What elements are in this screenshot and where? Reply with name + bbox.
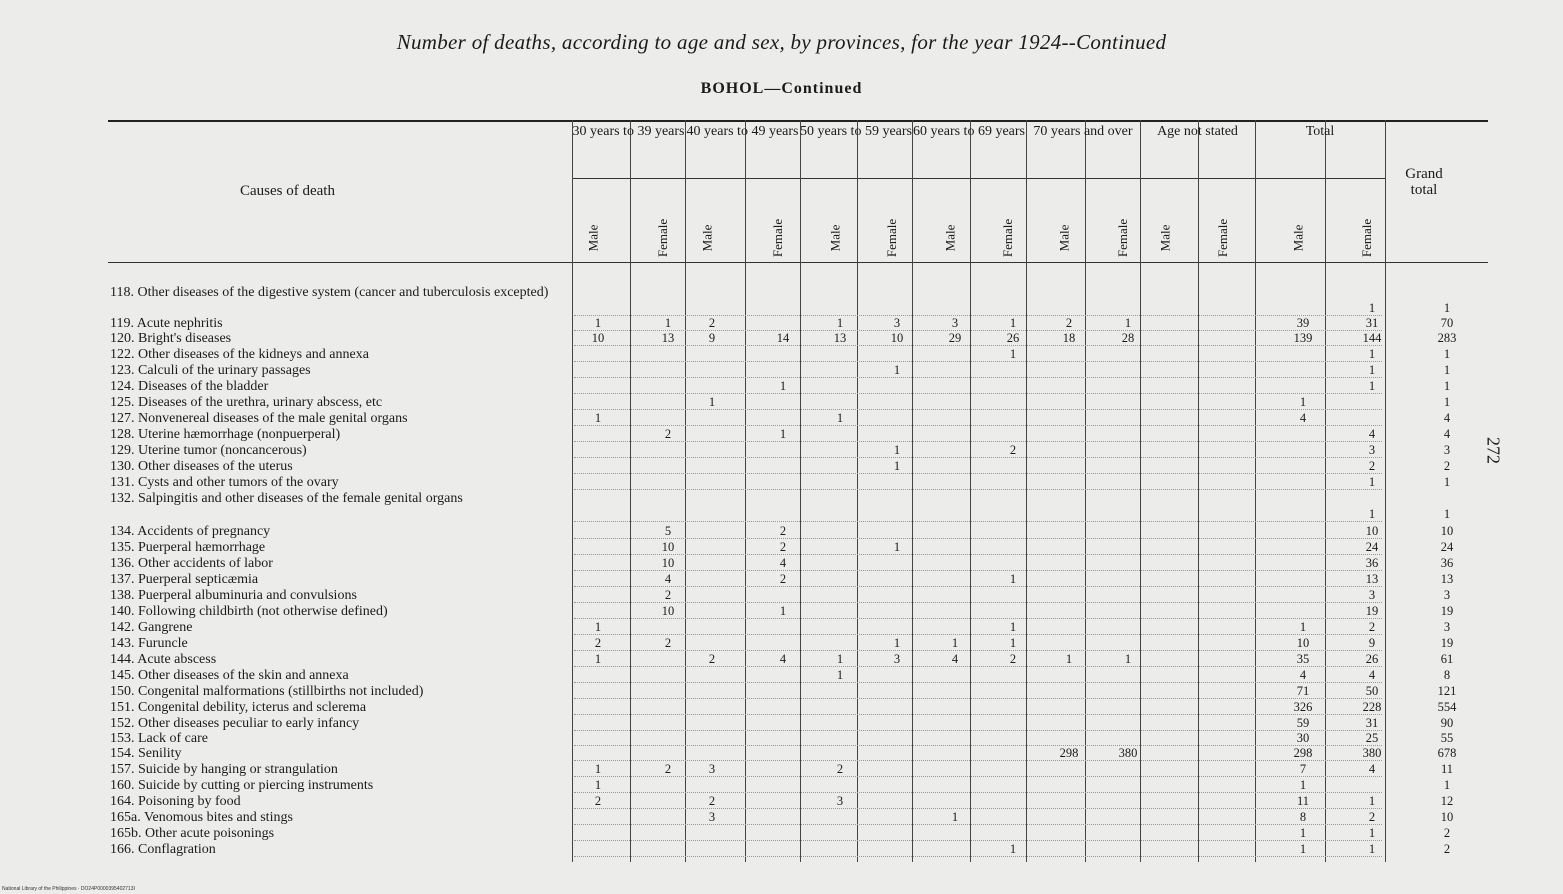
table-cell: 3 [893, 316, 901, 330]
column-divider [572, 120, 573, 862]
table-cell: 2 [1443, 459, 1451, 473]
row-leader [574, 730, 1382, 731]
column-divider [800, 120, 801, 862]
row-cause-label: 132. Salpingitis and other diseases of the female genital organs [110, 491, 463, 506]
row-leader [574, 634, 1382, 635]
row-cause-label: 123. Calculi of the urinary passages [110, 363, 311, 378]
table-cell: 1 [1368, 301, 1376, 315]
table-cell: 3 [708, 762, 716, 776]
table-cell: 380 [1362, 746, 1382, 760]
row-cause-label: 151. Congenital debility, icterus and sclerema [110, 700, 367, 715]
row-leader [574, 425, 1382, 426]
table-cell: 7 [1299, 762, 1307, 776]
row-cause-label: 119. Acute nephritis [110, 316, 223, 331]
table-cell: 1 [1299, 826, 1307, 840]
table-cell: 8 [1443, 668, 1451, 682]
grand-total-header: Grand total [1405, 166, 1443, 198]
table-cell: 326 [1293, 700, 1313, 714]
table-cell: 1 [836, 411, 844, 425]
table-cell: 10 [1440, 810, 1454, 824]
male-header: Male [942, 224, 958, 252]
age-group-header: Age not stated [1157, 124, 1238, 139]
table-cell: 12 [1440, 794, 1454, 808]
table-cell: 4 [664, 572, 672, 586]
column-divider [630, 120, 631, 862]
table-cell: 1 [1443, 379, 1451, 393]
row-leader [574, 570, 1382, 571]
table-cell: 59 [1296, 716, 1310, 730]
table-cell: 2 [779, 540, 787, 554]
table-cell: 1 [594, 762, 602, 776]
table-cell: 3 [893, 652, 901, 666]
table-cell: 9 [1368, 636, 1376, 650]
row-leader [574, 441, 1382, 442]
row-leader [574, 538, 1382, 539]
row-leader [574, 554, 1382, 555]
column-divider [685, 120, 686, 862]
row-leader [574, 745, 1382, 746]
table-top-rule [108, 120, 1488, 122]
row-leader [574, 361, 1382, 362]
row-cause-label: 122. Other diseases of the kidneys and annexa [110, 347, 369, 362]
table-cell: 2 [1065, 316, 1073, 330]
table-cell: 3 [1443, 588, 1451, 602]
table-cell: 2 [1368, 810, 1376, 824]
table-cell: 554 [1437, 700, 1457, 714]
row-cause-label: 154. Senility [110, 746, 182, 761]
table-cell: 11 [1440, 762, 1454, 776]
column-divider [1325, 120, 1326, 862]
table-cell: 4 [779, 652, 787, 666]
male-header: Male [1290, 224, 1306, 252]
row-cause-label: 165a. Venomous bites and stings [110, 810, 293, 825]
row-leader [574, 760, 1382, 761]
table-cell: 26 [1365, 652, 1379, 666]
table-cell: 2 [708, 794, 716, 808]
table-cell: 55 [1440, 731, 1454, 745]
row-cause-label: 160. Suicide by cutting or piercing instruments [110, 778, 374, 793]
row-cause-label: 136. Other accidents of labor [110, 556, 273, 571]
age-group-header: 30 years to 39 years [572, 124, 685, 139]
table-cell: 1 [1009, 572, 1017, 586]
table-cell: 1 [1009, 842, 1017, 856]
table-cell: 19 [1440, 636, 1454, 650]
row-cause-label: 143. Furuncle [110, 636, 188, 651]
table-cell: 2 [594, 636, 602, 650]
row-leader [574, 698, 1382, 699]
row-cause-label: 153. Lack of care [110, 731, 208, 746]
row-cause-label: 128. Uterine hæmorrhage (nonpuerperal) [110, 427, 341, 442]
table-cell: 2 [1368, 620, 1376, 634]
age-group-header: Total [1305, 124, 1335, 139]
table-cell: 50 [1365, 684, 1379, 698]
row-cause-label: 118. Other diseases of the digestive system (cancer and tuberculosis excepted) [110, 285, 549, 300]
table-cell: 3 [708, 810, 716, 824]
table-cell: 10 [591, 331, 605, 345]
column-divider [857, 120, 858, 862]
table-cell: 29 [948, 331, 962, 345]
table-cell: 144 [1362, 331, 1382, 345]
table-cell: 1 [1443, 475, 1451, 489]
table-cell: 10 [661, 556, 675, 570]
table-cell: 2 [708, 316, 716, 330]
table-cell: 1 [893, 443, 901, 457]
table-cell: 1 [779, 379, 787, 393]
table-cell: 2 [1009, 652, 1017, 666]
row-leader [574, 856, 1382, 857]
table-cell: 1 [779, 604, 787, 618]
table-cell: 1 [1124, 652, 1132, 666]
row-leader [574, 586, 1382, 587]
table-cell: 1 [1443, 507, 1451, 521]
table-cell: 1 [1368, 794, 1376, 808]
table-cell: 1 [893, 540, 901, 554]
table-cell: 2 [1443, 842, 1451, 856]
table-cell: 1 [594, 316, 602, 330]
table-cell: 678 [1437, 746, 1457, 760]
row-cause-label: 157. Suicide by hanging or strangulation [110, 762, 338, 777]
table-cell: 19 [1365, 604, 1379, 618]
row-leader [574, 840, 1382, 841]
table-cell: 70 [1440, 316, 1454, 330]
row-cause-label: 145. Other diseases of the skin and annexa [110, 668, 349, 683]
table-cell: 1 [893, 636, 901, 650]
table-cell: 298 [1059, 746, 1079, 760]
table-cell: 2 [594, 794, 602, 808]
table-cell: 1 [1065, 652, 1073, 666]
table-cell: 1 [708, 395, 716, 409]
table-cell: 1 [1009, 347, 1017, 361]
table-cell: 1 [893, 459, 901, 473]
table-cell: 4 [779, 556, 787, 570]
province-subtitle: BOHOL—Continued [700, 80, 863, 97]
row-cause-label: 120. Bright's diseases [110, 331, 232, 346]
table-cell: 1 [594, 411, 602, 425]
row-leader [574, 618, 1382, 619]
table-cell: 2 [664, 427, 672, 441]
table-cell: 121 [1437, 684, 1457, 698]
page-number: 272 [1483, 437, 1504, 464]
male-header: Male [585, 224, 601, 252]
row-cause-label: 130. Other diseases of the uterus [110, 459, 293, 474]
table-cell: 61 [1440, 652, 1454, 666]
female-header: Female [1215, 218, 1231, 258]
row-leader [574, 682, 1382, 683]
row-leader [574, 377, 1382, 378]
female-header: Female [884, 218, 900, 258]
table-cell: 2 [1443, 826, 1451, 840]
table-cell: 1 [1009, 636, 1017, 650]
male-header: Male [1056, 224, 1072, 252]
table-cell: 4 [1299, 411, 1307, 425]
table-cell: 1 [1009, 316, 1017, 330]
table-cell: 30 [1296, 731, 1310, 745]
table-cell: 1 [1299, 395, 1307, 409]
table-cell: 10 [1440, 524, 1454, 538]
table-cell: 1 [1368, 826, 1376, 840]
female-header: Female [1115, 218, 1131, 258]
row-cause-label: 127. Nonvenereal diseases of the male genital organs [110, 411, 408, 426]
row-leader [574, 489, 1382, 490]
table-cell: 10 [1365, 524, 1379, 538]
female-header: Female [1000, 218, 1016, 258]
table-cell: 1 [1124, 316, 1132, 330]
male-header: Male [827, 224, 843, 252]
table-cell: 1 [1368, 347, 1376, 361]
table-cell: 1 [951, 636, 959, 650]
row-cause-label: 124. Diseases of the bladder [110, 379, 269, 394]
age-group-header: 50 years to 59 years [800, 124, 912, 139]
table-cell: 25 [1365, 731, 1379, 745]
row-cause-label: 137. Puerperal septicæmia [110, 572, 259, 587]
column-divider [912, 120, 913, 862]
table-cell: 3 [836, 794, 844, 808]
table-cell: 8 [1299, 810, 1307, 824]
age-group-header: 70 years and over [1033, 124, 1133, 139]
table-cell: 3 [1368, 443, 1376, 457]
female-header: Female [1359, 218, 1375, 258]
table-cell: 1 [1368, 842, 1376, 856]
row-leader [574, 650, 1382, 651]
table-cell: 2 [708, 652, 716, 666]
sex-header-rule [572, 178, 1385, 179]
table-cell: 9 [708, 331, 716, 345]
table-cell: 1 [594, 652, 602, 666]
table-cell: 380 [1118, 746, 1138, 760]
row-cause-label: 140. Following childbirth (not otherwise defined) [110, 604, 388, 619]
table-cell: 1 [1368, 363, 1376, 377]
table-cell: 4 [1368, 668, 1376, 682]
table-cell: 1 [1443, 778, 1451, 792]
table-cell: 28 [1121, 331, 1135, 345]
table-cell: 3 [951, 316, 959, 330]
table-cell: 36 [1365, 556, 1379, 570]
row-cause-label: 134. Accidents of pregnancy [110, 524, 271, 539]
table-cell: 10 [1296, 636, 1310, 650]
table-cell: 2 [1368, 459, 1376, 473]
table-cell: 1 [779, 427, 787, 441]
page-title: Number of deaths, according to age and sex, by provinces, for the year 1924--Continued [396, 30, 1167, 54]
row-leader [574, 714, 1382, 715]
table-cell: 10 [661, 540, 675, 554]
row-leader [574, 473, 1382, 474]
table-cell: 4 [951, 652, 959, 666]
table-cell: 298 [1293, 746, 1313, 760]
table-cell: 4 [1443, 411, 1451, 425]
table-cell: 1 [664, 316, 672, 330]
column-divider [745, 120, 746, 862]
table-cell: 1 [1368, 507, 1376, 521]
row-cause-label: 125. Diseases of the urethra, urinary abscess, etc [110, 395, 383, 410]
table-cell: 1 [836, 316, 844, 330]
table-cell: 4 [1299, 668, 1307, 682]
row-leader [574, 792, 1382, 793]
table-cell: 14 [776, 331, 790, 345]
table-cell: 26 [1006, 331, 1020, 345]
table-cell: 13 [661, 331, 675, 345]
table-cell: 1 [1443, 301, 1451, 315]
table-cell: 1 [594, 778, 602, 792]
table-cell: 2 [664, 762, 672, 776]
table-cell: 5 [664, 524, 672, 538]
row-cause-label: 165b. Other acute poisonings [110, 826, 275, 841]
table-cell: 31 [1365, 716, 1379, 730]
age-group-header: 60 years to 69 years [913, 124, 1025, 139]
table-cell: 19 [1440, 604, 1454, 618]
table-cell: 2 [1009, 443, 1017, 457]
table-cell: 1 [1443, 347, 1451, 361]
table-cell: 24 [1440, 540, 1454, 554]
table-cell: 1 [1299, 778, 1307, 792]
column-divider [1026, 120, 1027, 862]
table-cell: 1 [1299, 620, 1307, 634]
table-cell: 2 [664, 588, 672, 602]
table-cell: 4 [1368, 427, 1376, 441]
table-cell: 24 [1365, 540, 1379, 554]
table-cell: 4 [1368, 762, 1376, 776]
row-cause-label: 131. Cysts and other tumors of the ovary [110, 475, 339, 490]
row-cause-label: 142. Gangrene [110, 620, 193, 635]
table-cell: 1 [836, 668, 844, 682]
table-cell: 1 [836, 652, 844, 666]
table-cell: 13 [1440, 572, 1454, 586]
table-cell: 1 [951, 810, 959, 824]
table-cell: 10 [661, 604, 675, 618]
row-leader [574, 602, 1382, 603]
table-cell: 90 [1440, 716, 1454, 730]
table-cell: 1 [1443, 363, 1451, 377]
row-leader [574, 393, 1382, 394]
row-cause-label: 135. Puerperal hæmorrhage [110, 540, 266, 555]
female-header: Female [655, 218, 671, 258]
table-cell: 1 [1299, 842, 1307, 856]
table-cell: 31 [1365, 316, 1379, 330]
table-cell: 18 [1062, 331, 1076, 345]
table-cell: 71 [1296, 684, 1310, 698]
row-cause-label: 152. Other diseases peculiar to early infancy [110, 716, 360, 731]
male-header: Male [699, 224, 715, 252]
footer-credit: National Library of the Philippines · DO24P0000395402713I [2, 886, 135, 892]
table-cell: 1 [893, 363, 901, 377]
age-group-header: 40 years to 49 years [686, 124, 799, 139]
row-cause-label: 164. Poisoning by food [110, 794, 241, 809]
row-cause-label: 144. Acute abscess [110, 652, 217, 667]
row-leader [574, 457, 1382, 458]
table-cell: 11 [1296, 794, 1310, 808]
table-cell: 35 [1296, 652, 1310, 666]
column-divider [1255, 120, 1256, 862]
header-bottom-rule [108, 262, 1488, 263]
table-cell: 3 [1368, 588, 1376, 602]
table-cell: 1 [1009, 620, 1017, 634]
causes-header: Causes of death [240, 183, 335, 199]
table-cell: 2 [779, 524, 787, 538]
table-cell: 1 [1443, 395, 1451, 409]
table-cell: 1 [594, 620, 602, 634]
column-divider [1198, 120, 1199, 862]
table-cell: 1 [1368, 475, 1376, 489]
table-cell: 2 [779, 572, 787, 586]
female-header: Female [770, 218, 786, 258]
table-cell: 3 [1443, 620, 1451, 634]
table-cell: 4 [1443, 427, 1451, 441]
table-cell: 139 [1293, 331, 1313, 345]
table-cell: 39 [1296, 316, 1310, 330]
table-cell: 2 [664, 636, 672, 650]
table-cell: 13 [833, 331, 847, 345]
row-leader [574, 521, 1382, 522]
table-cell: 1 [1368, 379, 1376, 393]
table-cell: 283 [1437, 331, 1457, 345]
column-divider [970, 120, 971, 862]
table-cell: 2 [836, 762, 844, 776]
male-header: Male [1157, 224, 1173, 252]
row-cause-label: 138. Puerperal albuminuria and convulsions [110, 588, 357, 603]
table-cell: 36 [1440, 556, 1454, 570]
row-cause-label: 150. Congenital malformations (stillbirths not included) [110, 684, 424, 699]
row-cause-label: 129. Uterine tumor (noncancerous) [110, 443, 307, 458]
table-cell: 3 [1443, 443, 1451, 457]
table-cell: 13 [1365, 572, 1379, 586]
table-cell: 10 [890, 331, 904, 345]
row-cause-label: 166. Conflagration [110, 842, 216, 857]
table-cell: 228 [1362, 700, 1382, 714]
